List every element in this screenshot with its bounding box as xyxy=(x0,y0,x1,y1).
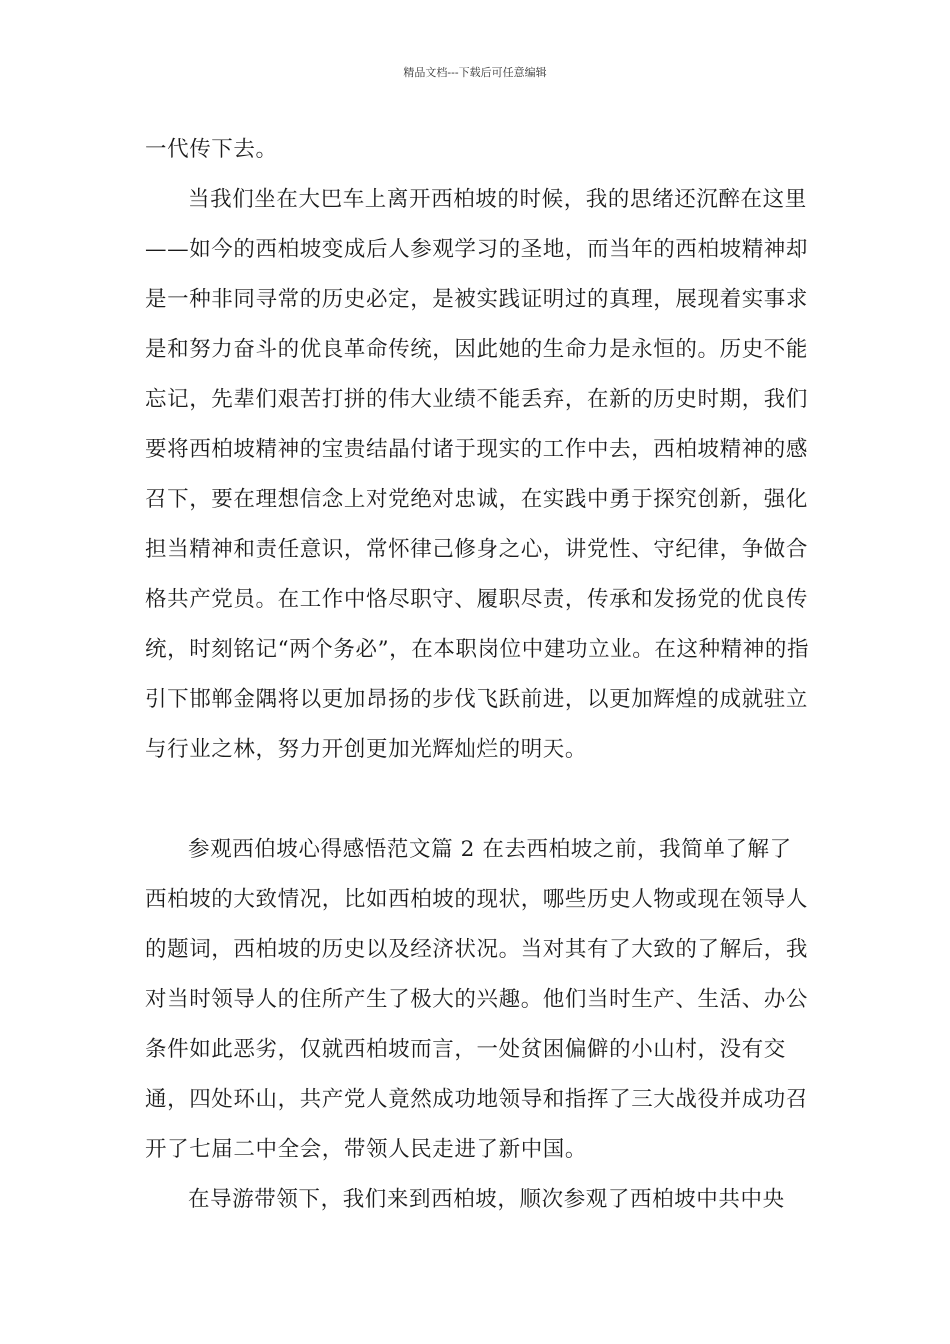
page-header: 精品文档---下载后可任意编辑 xyxy=(403,66,547,79)
paragraph-essay-2-intro: 参观西伯坡心得感悟范文篇 2 在去西柏坡之前，我简单了解了西柏坡的大致情况，比如西柏坡的现状，哪些历史人物或现在领导人的题词，西柏坡的历史以及经济状况。当对其有了大致的了解后，我对当时领导人的住所产生了极大的兴趣。他们当时生产、生活、办公条件如此恶劣，仅就西柏坡而言，一处贫困偏僻的小山村，没有交通，四处环山，共产党人竟然成功地领导和指挥了三大战役并成功召开了七届二中全会，带领人民走进了新中国。 xyxy=(145,837,809,1162)
paragraph-guided-visit: 在导游带领下，我们来到西柏坡，顺次参观了西柏坡中共中央 xyxy=(188,1187,785,1212)
paragraph-continuation: 一代传下去。 xyxy=(145,137,278,162)
paragraph-leaving-xibaipo: 当我们坐在大巴车上离开西柏坡的时候，我的思绪还沉醉在这里——如今的西柏坡变成后人参观学习的圣地，而当年的西柏坡精神却是一种非同寻常的历史必定，是被实践证明过的真理，展现着实事求是和努力奋斗的优良革命传统，因此她的生命力是永恒的。历史不能忘记，先辈们艰苦打拼的伟大业绩不能丢弃，在新的历史时期，我们要将西柏坡精神的宝贵结晶付诸于现实的工作中去，西柏坡精神的感召下，要在理想信念上对党绝对忠诚，在实践中勇于探究创新，强化担当精神和责任意识，常怀律己修身之心，讲党性、守纪律，争做合格共产党员。在工作中恪尽职守、履职尽责，传承和发扬党的优良传统，时刻铭记“两个务必”，在本职岗位中建功立业。在这种精神的指引下邯郸金隅将以更加昂扬的步伐飞跃前进，以更加辉煌的成就驻立与行业之林，努力开创更加光辉灿烂的明天。 xyxy=(145,187,810,762)
paragraph-gap xyxy=(145,775,813,825)
document-body xyxy=(145,125,813,1225)
